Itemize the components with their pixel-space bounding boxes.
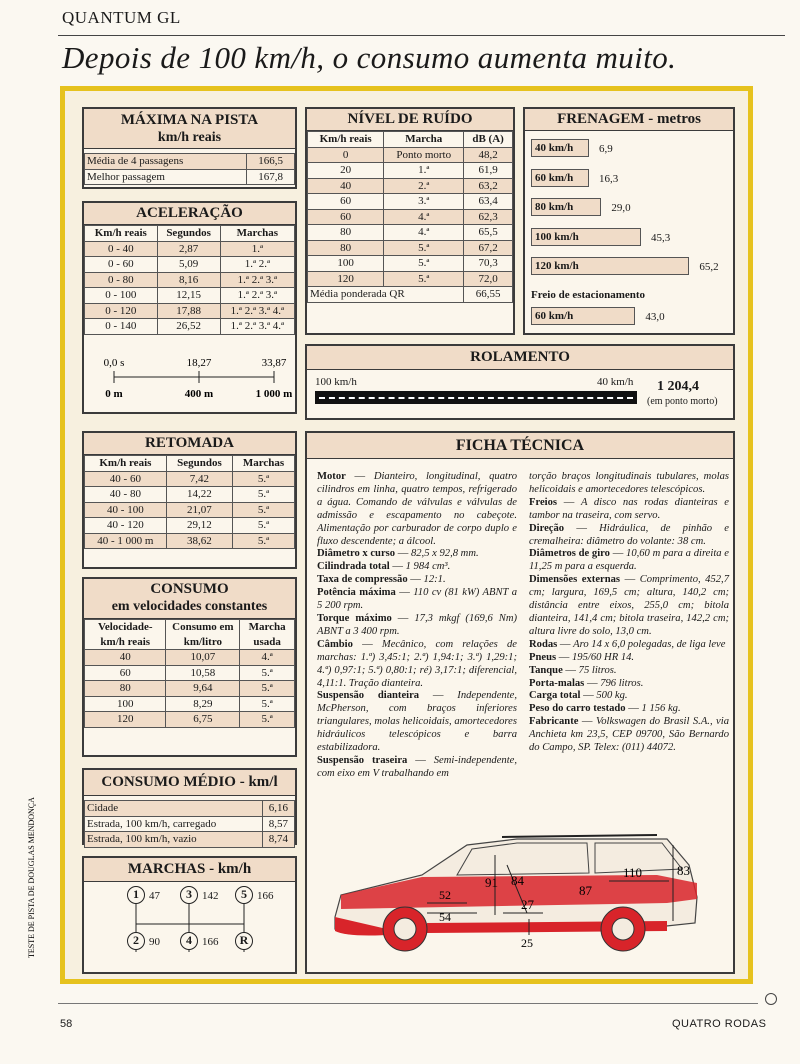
circle-mark-icon: [765, 993, 777, 1005]
spec-value: 17,3 mkgf (169,6 Nm) ABNT a 3 400 rpm.: [317, 612, 518, 637]
maxima-table: [84, 153, 295, 185]
table-cell: 10,07: [166, 650, 240, 666]
table-cell: 20: [308, 163, 384, 179]
spec-entry: Suspensão dianteira — Independente, McPherson, com braços inferiores triangulares, molas helicoidais, amortecedores hidráulicos telescópicos e barra estabilizadora.: [317, 690, 518, 754]
table-cell: 8,29: [166, 696, 240, 712]
table-row: [85, 665, 295, 681]
consumo-medio-title: CONSUMO MÉDIO - km/l: [84, 770, 295, 796]
braking-value: 29,0: [611, 202, 631, 214]
table-cell: 1.ª 2.ª 3.ª: [220, 272, 294, 288]
table-cell: 60: [308, 209, 384, 225]
gear-3-icon: 3: [180, 886, 198, 904]
spec-entry: Suspensão traseira — Semi-independente, com eixo em V trabalhando em: [317, 754, 517, 779]
spec-key: Rodas: [529, 638, 558, 650]
spec-key: Diâmetros de giro: [529, 548, 610, 560]
braking-bar: 60 km/h: [531, 307, 635, 325]
marchas-box: [82, 856, 297, 974]
car-roof-rack: [502, 835, 657, 837]
spec-key: Carga total: [529, 690, 581, 702]
table-cell: 5.ª: [384, 240, 464, 256]
table-cell: 5,09: [157, 257, 220, 273]
column-header: Marchas: [220, 226, 294, 242]
gear-speed: 90: [149, 936, 160, 948]
table-cell: 5.ª: [240, 696, 295, 712]
table-cell: 0 - 40: [85, 241, 158, 257]
column-header: Marchas: [233, 456, 295, 472]
ruido-box: [305, 107, 515, 335]
scale-time: 0,0 s: [103, 357, 125, 369]
table-cell: 1.ª: [220, 241, 294, 257]
spec-key: Pneus: [529, 651, 557, 663]
spec-value: Volkswagen do Brasil S.A., via Anchieta km 23,5, CEP 09700, São Bernardo do Campo, SP. Telex: (011) 44072.: [529, 716, 730, 754]
table-cell: Estrada, 100 km/h, carregado: [85, 816, 263, 832]
braking-value: 6,9: [599, 143, 613, 155]
table-row: [85, 303, 295, 319]
retomada-title: RETOMADA: [84, 433, 295, 455]
table-cell: Cidade: [85, 801, 263, 817]
consumo-medio-table: [84, 800, 295, 848]
section-title: QUANTUM GL: [62, 8, 181, 27]
spec-key: Porta-malas: [529, 677, 585, 689]
dim-label: 91: [485, 875, 498, 890]
table-header-row: [85, 456, 295, 472]
table-cell: Melhor passagem: [85, 169, 247, 185]
braking-value: 45,3: [651, 231, 671, 244]
table-cell: 5.ª: [233, 518, 295, 534]
data-panel: [60, 86, 753, 984]
table-row: [85, 502, 295, 518]
spec-entry: Pneus — 195/60 HR 14.: [529, 651, 635, 663]
spec-value: 195/60 HR 14.: [571, 651, 635, 663]
table-row: [308, 163, 513, 179]
table-cell: 8,57: [262, 816, 294, 832]
table-header-row: [85, 620, 295, 650]
aceleracao-table: [84, 225, 295, 335]
table-row: [85, 319, 295, 335]
table-row: [85, 272, 295, 288]
spec-value: Semi-independente, com eixo em V trabalhando em: [317, 754, 517, 779]
retomada-table: [84, 455, 295, 549]
table-cell: 1.ª 2.ª 3.ª 4.ª: [220, 303, 294, 319]
table-row: [85, 696, 295, 712]
column-header: Velocidade- km/h reais: [85, 620, 166, 650]
dim-label: 87: [579, 883, 592, 898]
spec-entry: Fabricante — Volkswagen do Brasil S.A., via Anchieta km 23,5, CEP 09700, São Bernardo do Campo, SP. Telex: (011) 44072.: [529, 716, 730, 754]
table-cell: Média de 4 passagens: [85, 154, 247, 170]
road-lane-mark: [319, 397, 633, 399]
table-row: [85, 487, 295, 503]
rolamento-note: (em ponto morto): [647, 396, 718, 407]
table-cell: 167,8: [247, 169, 295, 185]
table-cell: 8,16: [157, 272, 220, 288]
spec-entry: [529, 471, 729, 497]
table-cell: 48,2: [464, 147, 513, 163]
table-cell: 9,64: [166, 681, 240, 697]
maxima-box: [82, 107, 297, 189]
spec-key: Freios: [529, 496, 558, 508]
spec-entry: Motor — Dianteiro, longitudinal, quatro cilindros em linha, quatro tempos, refrigerado a água. Comando de válvulas e válvulas de admissão e escapamento no cabeçote. Alimentação por carburador de corpo duplo e fluxo descendente; a álcool.: [317, 471, 517, 547]
table-row: [308, 225, 513, 241]
frenagem-chart: [525, 133, 733, 331]
scale-time: 33,87: [261, 357, 287, 369]
spec-value: Dianteiro, longitudinal, quatro cilindros em linha, quatro tempos, refrigerado a água. Comando de válvulas e válvulas de admissão e escapamento no cabeçote. Alimentação por carburador de corpo duplo e fluxo descendente; a álcool.: [317, 471, 517, 547]
spec-entry: Câmbio — Mecânico, com relações de marchas: 1.ª) 3,45:1; 2.ª) 1,94:1; 3.ª) 1,29:1; 4.ª) 0,97:1; 5.ª) 0,80:1; ré) 3,17:1; diferencial, 4,11:1. Tração dianteira.: [317, 638, 517, 689]
gear-2-icon: 2: [127, 932, 145, 950]
table-cell: 1.ª: [384, 163, 464, 179]
table-cell: 60: [85, 665, 166, 681]
consumo-subtitle: em velocidades constantes: [84, 598, 295, 619]
table-cell: 6,16: [262, 801, 294, 817]
dim-label: 25: [521, 936, 533, 950]
table-cell: 67,2: [464, 240, 513, 256]
spec-value: 75 litros.: [578, 664, 617, 676]
table-cell: 40 - 100: [85, 502, 167, 518]
scale-distance: 400 m: [184, 388, 214, 400]
table-cell: 0 - 120: [85, 303, 158, 319]
spec-entry: Rodas — Aro 14 x 6,0 polegadas, de liga leve: [529, 638, 726, 650]
spec-key: Fabricante: [529, 716, 579, 728]
table-row: [308, 147, 513, 163]
table-row: [308, 256, 513, 272]
headline: Depois de 100 km/h, o consumo aumenta muito.: [62, 40, 677, 75]
ficha-column-1: [317, 471, 517, 781]
spec-entry: Diâmetros de giro — 10,60 m para a direita e 11,25 m para a esquerda.: [529, 548, 729, 573]
table-cell: 10,58: [166, 665, 240, 681]
braking-bar: 40 km/h: [531, 139, 589, 157]
ficha-column-2: [529, 471, 729, 755]
table-cell: 60: [308, 194, 384, 210]
spec-key: Cilindrada total: [317, 561, 390, 573]
table-cell: 1.ª 2.ª: [220, 257, 294, 273]
column-header: Segundos: [166, 456, 232, 472]
spec-key: Torque máximo: [317, 612, 392, 624]
table-row: [85, 288, 295, 304]
ficha-title: FICHA TÉCNICA: [307, 433, 733, 459]
spec-value: torção braços longitudinais tubulares, molas helicoidais e amortecedores telescópicos.: [529, 471, 729, 495]
dim-label: 83: [677, 863, 690, 878]
table-row: [308, 240, 513, 256]
table-row: [85, 241, 295, 257]
scale-distance: 0 m: [105, 388, 123, 400]
aceleracao-scale: [84, 353, 295, 413]
table-cell: 100: [308, 256, 384, 272]
table-cell: 1.ª 2.ª 3.ª: [220, 288, 294, 304]
table-row: [85, 712, 295, 728]
spec-value: Hidráulica, de pinhão e cremalheira: diâmetro do volante: 38 cm.: [529, 522, 730, 547]
magazine-name: QUATRO RODAS: [672, 1018, 767, 1030]
table-cell: 40: [85, 650, 166, 666]
spec-value: 1 984 cm³.: [405, 561, 451, 573]
table-cell: 6,75: [166, 712, 240, 728]
spec-value: 796 litros.: [600, 677, 644, 689]
table-cell: 0 - 100: [85, 288, 158, 304]
spec-entry: Carga total — 500 kg.: [529, 690, 628, 702]
table-row: [85, 832, 295, 848]
parking-brake-label: Freio de estacionamento: [531, 289, 646, 301]
table-row: [308, 194, 513, 210]
spec-entry: Dimensões externas — Comprimento, 452,7 cm; largura, 169,5 cm; altura, 140,2 cm; distância entre eixos, 255,0 cm; bitola dianteira, 141,4 cm; bitola traseira, 142,2 cm; altura livre do solo, 13,0 cm.: [529, 574, 730, 637]
table-cell: 100: [85, 696, 166, 712]
frenagem-box: [523, 107, 735, 335]
gear-4-icon: 4: [180, 932, 198, 950]
table-cell: 38,62: [166, 533, 232, 549]
car-wheel-hub: [612, 918, 634, 940]
table-cell: 62,3: [464, 209, 513, 225]
spec-value: 500 kg.: [596, 690, 628, 702]
table-cell: 4.ª: [384, 225, 464, 241]
table-cell: 3.ª: [384, 194, 464, 210]
table-cell: 63,2: [464, 178, 513, 194]
table-row: [85, 681, 295, 697]
dim-label: 110: [623, 865, 643, 880]
table-cell: 21,07: [166, 502, 232, 518]
braking-value: 16,3: [599, 172, 619, 185]
rolamento-to: 40 km/h: [597, 376, 634, 388]
spec-key: Suspensão traseira: [317, 754, 408, 766]
spec-value: 1 156 kg.: [641, 703, 681, 715]
spec-value: A disco nas rodas dianteiras e tambor na traseira, com servo.: [529, 496, 729, 521]
spec-value: Independente, McPherson, com braços inferiores triangulares, molas helicoidais, amortecedores hidráulicos telescópicos e barra estabilizadora.: [317, 690, 518, 754]
table-cell: 5.ª: [233, 502, 295, 518]
braking-bar: 100 km/h: [531, 228, 641, 246]
braking-value: 43,0: [645, 311, 665, 323]
braking-value: 65,2: [699, 261, 719, 273]
gear-speed: 166: [257, 890, 274, 902]
table-cell: 4.ª: [240, 650, 295, 666]
table-cell: 120: [308, 271, 384, 287]
column-header: Km/h reais: [308, 132, 384, 148]
header-rule: [58, 35, 785, 36]
spec-entry: Potência máxima — 110 cv (81 kW) ABNT a 5 200 rpm.: [317, 587, 517, 612]
table-row: [85, 169, 295, 185]
table-cell: 2,87: [157, 241, 220, 257]
table-cell: Ponto morto: [384, 147, 464, 163]
table-cell: 5.ª: [240, 681, 295, 697]
table-cell: Estrada, 100 km/h, vazio: [85, 832, 263, 848]
column-header: Km/h reais: [85, 226, 158, 242]
table-cell: Média ponderada QR: [308, 287, 464, 303]
table-footer-row: [308, 287, 513, 303]
table-row: [85, 816, 295, 832]
table-cell: 0 - 140: [85, 319, 158, 335]
table-cell: 0 - 80: [85, 272, 158, 288]
marchas-title: MARCHAS - km/h: [84, 858, 295, 882]
table-cell: 7,42: [166, 471, 232, 487]
spec-key: Motor: [317, 471, 346, 482]
gear-1-icon: 1: [127, 886, 145, 904]
spec-entry: Taxa de compressão — 12:1.: [317, 574, 446, 586]
braking-bar: 60 km/h: [531, 169, 589, 187]
table-cell: 5.ª: [384, 256, 464, 272]
rolamento-title: ROLAMENTO: [307, 346, 733, 370]
spec-key: Direção: [529, 522, 565, 534]
spec-entry: Peso do carro testado — 1 156 kg.: [529, 703, 681, 715]
table-cell: 5.ª: [233, 533, 295, 549]
table-cell: 70,3: [464, 256, 513, 272]
aceleracao-title: ACELERAÇÃO: [84, 203, 295, 225]
column-header: Marcha: [384, 132, 464, 148]
table-cell: 0 - 60: [85, 257, 158, 273]
table-cell: 4.ª: [384, 209, 464, 225]
table-cell: 40 - 120: [85, 518, 167, 534]
spec-value: Comprimento, 452,7 cm; largura, 169,5 cm; altura, 140,2 cm; distância entre eixos, 255,0 cm; bitola dianteira, 141,4 cm; bitola traseira, 142,2 cm; altura livre do solo, 13,0 cm.: [529, 574, 730, 637]
spec-value: 110 cv (81 kW) ABNT a 5 200 rpm.: [317, 587, 517, 612]
table-cell: 14,22: [166, 487, 232, 503]
table-cell: 72,0: [464, 271, 513, 287]
spec-entry: Porta-malas — 796 litros.: [529, 677, 644, 689]
table-row: [308, 209, 513, 225]
spec-entry: Freios — A disco nas rodas dianteiras e tambor na traseira, com servo.: [529, 496, 729, 521]
table-cell: 2.ª: [384, 178, 464, 194]
table-row: [85, 650, 295, 666]
gear-r-icon: R: [235, 932, 253, 950]
table-cell: 40 - 80: [85, 487, 167, 503]
credit-text: TESTE DE PISTA DE DOUGLAS MENDONÇA: [27, 797, 36, 958]
rolamento-road: [315, 391, 637, 404]
table-cell: 5.ª: [233, 487, 295, 503]
table-cell: 8,74: [262, 832, 294, 848]
consumo-table: [84, 619, 295, 728]
spec-value: Mecânico, com relações de marchas: 1.ª) 3,45:1; 2.ª) 1,94:1; 3.ª) 1,29:1; 4.ª) 0,97:1; 5.ª) 0,80:1; ré) 3,17:1; diferencial, 4,11:1. Tração dianteira.: [317, 638, 517, 689]
table-cell: 5.ª: [240, 665, 295, 681]
table-row: [85, 154, 295, 170]
maxima-title: MÁXIMA NA PISTA: [84, 109, 295, 129]
spec-key: Suspensão dianteira: [317, 690, 420, 702]
table-cell: 61,9: [464, 163, 513, 179]
car-illustration: [327, 825, 732, 971]
frenagem-title: FRENAGEM - metros: [525, 109, 733, 131]
ruido-table: [307, 131, 513, 303]
rolamento-from: 100 km/h: [315, 376, 357, 388]
spec-key: Câmbio: [317, 638, 353, 650]
spec-entry: Direção — Hidráulica, de pinhão e cremalheira: diâmetro do volante: 38 cm.: [529, 522, 730, 547]
spec-entry: Cilindrada total — 1 984 cm³.: [317, 561, 451, 573]
table-header-row: [308, 132, 513, 148]
consumo-box: [82, 577, 297, 757]
spec-value: Aro 14 x 6,0 polegadas, de liga leve: [573, 638, 726, 650]
spec-value: 12:1.: [423, 574, 446, 586]
table-cell: 80: [308, 225, 384, 241]
car-wheel-hub: [394, 918, 416, 940]
table-cell: 120: [85, 712, 166, 728]
dim-label: 27: [521, 897, 534, 912]
column-header: Segundos: [157, 226, 220, 242]
table-header-row: [85, 226, 295, 242]
table-cell: 63,4: [464, 194, 513, 210]
rolamento-box: [305, 344, 735, 420]
table-cell: 29,12: [166, 518, 232, 534]
table-cell: 12,15: [157, 288, 220, 304]
retomada-box: [82, 431, 297, 569]
spec-key: Taxa de compressão: [317, 574, 408, 586]
gear-speed: 142: [202, 890, 219, 902]
table-row: [85, 257, 295, 273]
column-header: Marcha usada: [240, 620, 295, 650]
table-cell: 80: [85, 681, 166, 697]
footer-rule: [58, 1003, 758, 1004]
table-cell: 40: [308, 178, 384, 194]
table-cell: 5.ª: [233, 471, 295, 487]
table-cell: 5.ª: [384, 271, 464, 287]
table-cell: 0: [308, 147, 384, 163]
table-row: [85, 533, 295, 549]
table-cell: 80: [308, 240, 384, 256]
table-cell: 5.ª: [240, 712, 295, 728]
table-cell: 65,5: [464, 225, 513, 241]
photo-credit: [24, 760, 38, 960]
page-number: 58: [60, 1018, 73, 1030]
spec-entry: Tanque — 75 litros.: [529, 664, 617, 676]
gear-5-icon: 5: [235, 886, 253, 904]
ficha-box: [305, 431, 735, 974]
column-header: Consumo em km/litro: [166, 620, 240, 650]
gear-speed: 166: [202, 936, 219, 948]
table-cell: 40 - 60: [85, 471, 167, 487]
table-row: [85, 518, 295, 534]
dim-label: 52: [439, 888, 451, 902]
scale-time: 18,27: [186, 357, 212, 369]
table-cell: 17,88: [157, 303, 220, 319]
spec-key: Dimensões externas: [529, 574, 621, 586]
spec-entry: Torque máximo — 17,3 mkgf (169,6 Nm) ABNT a 3 400 rpm.: [317, 612, 518, 637]
table-cell: 40 - 1 000 m: [85, 533, 167, 549]
table-cell: 1.ª 2.ª 3.ª 4.ª: [220, 319, 294, 335]
spec-key: Diâmetro x curso: [317, 548, 396, 560]
aceleracao-box: [82, 201, 297, 414]
braking-bar: 120 km/h: [531, 257, 689, 275]
table-cell: 26,52: [157, 319, 220, 335]
spec-key: Tanque: [529, 664, 563, 676]
table-cell: 66,55: [464, 287, 513, 303]
rolamento-value: 1 204,4: [657, 379, 699, 394]
consumo-medio-box: [82, 768, 297, 845]
ruido-title: NÍVEL DE RUÍDO: [307, 109, 513, 131]
table-row: [308, 271, 513, 287]
spec-entry: Diâmetro x curso — 82,5 x 92,8 mm.: [317, 548, 479, 560]
table-cell: 166,5: [247, 154, 295, 170]
gear-speed: 47: [149, 890, 160, 902]
spec-key: Peso do carro testado: [529, 703, 626, 715]
table-row: [308, 178, 513, 194]
spec-value: 10,60 m para a direita e 11,25 m para a esquerda.: [529, 548, 729, 573]
dim-label: 54: [439, 910, 451, 924]
dim-label: 84: [511, 873, 524, 888]
table-row: [85, 801, 295, 817]
scale-distance: 1 000 m: [255, 388, 293, 400]
maxima-subtitle: km/h reais: [84, 129, 295, 149]
spec-key: Potência máxima: [317, 587, 396, 599]
consumo-title: CONSUMO: [84, 579, 295, 598]
table-row: [85, 471, 295, 487]
column-header: dB (A): [464, 132, 513, 148]
braking-bar: 80 km/h: [531, 198, 601, 216]
column-header: Km/h reais: [85, 456, 167, 472]
spec-value: 82,5 x 92,8 mm.: [410, 548, 479, 560]
